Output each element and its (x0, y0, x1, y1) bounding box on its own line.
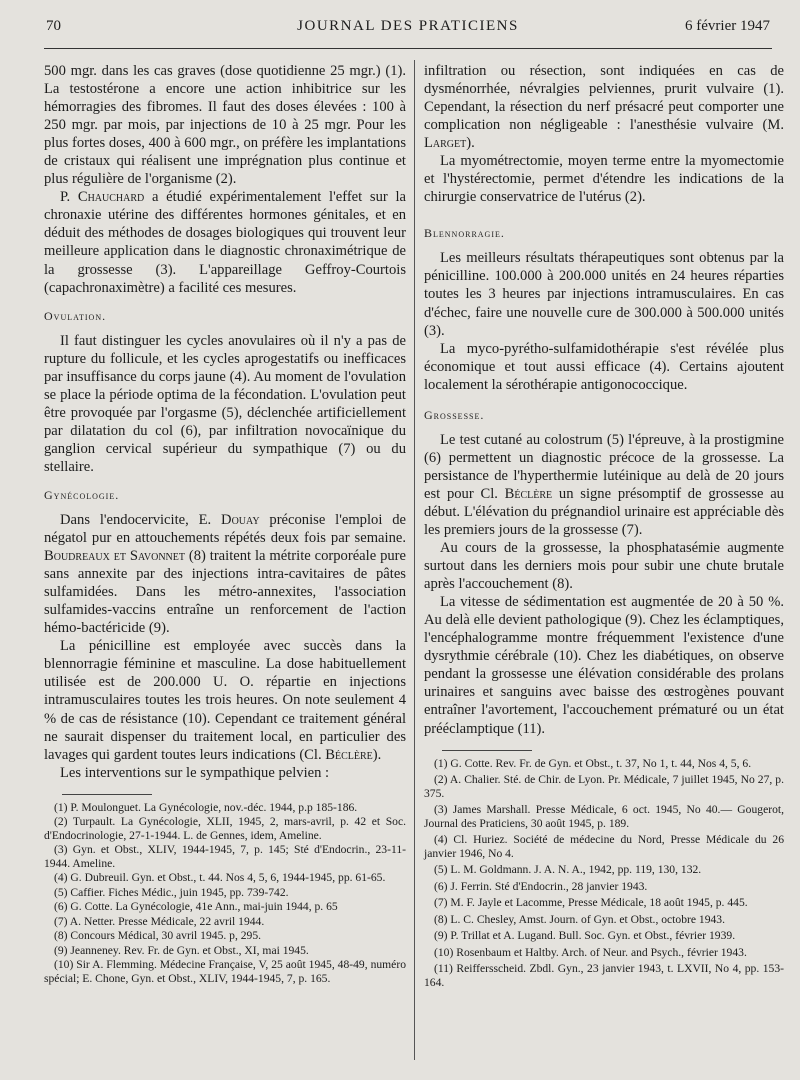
author-name: Boudreaux et Savonnet (44, 548, 185, 565)
page-header (46, 18, 770, 44)
paragraph (44, 511, 406, 637)
footnote-rule (442, 750, 532, 751)
footnote: (7) A. Netter. Presse Médicale, 22 avril 1944. (54, 914, 265, 928)
journal-title: JOURNAL DES PRATICIENS (297, 18, 519, 34)
paragraph: Les meilleurs résultats thérapeutiques sont obtenus par la pénicilline. 100.000 à 200.000 unités en 24 heures réparties toutes les 3 heures par injections intramusculaires. En cas d'échec, faire une nouvelle cure de 300.000 à 500.000 unités (3). (424, 250, 784, 339)
footnote: (8) L. C. Chesley, Amst. Journ. of Gyn. et Obst., octobre 1943. (434, 912, 725, 926)
paragraph: La myco-pyrétho-sulfamidothérapie s'est révélée plus économique et tout aussi efficace (4). Certains ajoutent localement la sérothérapie antigonococcique. (424, 340, 784, 393)
author-name: Douay (221, 511, 260, 528)
footnote: (2) Turpault. La Gynécologie, XLII, 1945, 2, mars-avril, p. 42 et Soc. d'Endocrinologie, 27-1-1944. L. de Gennes, idem, Ameline. (44, 815, 406, 842)
author-name: Béclère (504, 485, 553, 502)
left-column (44, 62, 406, 985)
footnote: (6) J. Ferrin. Sté d'Endocrin., 28 janvier 1943. (434, 879, 648, 893)
footnote: (4) G. Dubreuil. Gyn. et Obst., t. 44. Nos 4, 5, 6, 1944-1945, pp. 61-65. (54, 871, 386, 885)
paragraph (44, 637, 406, 763)
paragraph-text: La pénicilline est employée avec succès dans la blennorragie féminine et masculine. La dose habituellement utilisée est de 200.000 U. O. répartie en injections intramusculaires toutes les trois heures. On note seulement 4 % de cas de résistance (10). Cependant ce traitement général ne saurait dispenser du traitement local, en particulier des lavages qui gardent toutes leurs indications (Cl. (44, 638, 406, 763)
paragraph-text: Le test cutané au colostrum (5) l'épreuve, à la prostigmine (6) permettent un diagnostic précoce de la grossesse. La persistance de l'hyperthermie lutéinique au delà de 20 jours est pour Cl. (424, 431, 784, 502)
paragraph: 500 mgr. dans les cas graves (dose quotidienne 25 mgr.) (1). La testostérone a encore une action inhibitrice sur les hémorragies des fibromes. Il faut des doses élevées : 100 à 250 mgr. par mois, par injections de 10 à 25 mgr. Pour les plus fortes doses, 400 à 600 mgr., on préfère les implantations de cristaux qui réalisent une imprégnation plus continue et plus régulière de l'organisme (2). (44, 63, 406, 188)
footnote: (9) P. Trillat et A. Lugand. Bull. Soc. Gyn. et Obst., février 1939. (434, 929, 736, 943)
footnote: (8) Concours Médical, 30 avril 1945. p, 295. (54, 929, 262, 943)
column-divider (414, 60, 415, 1060)
right-column (424, 62, 784, 989)
paragraph-text: un signe présomptif de grossesse au début. L'élévation du prégnandiol urinaire est appréciable dès les premiers jours de la grossesse (7). (424, 485, 784, 538)
paragraph-text: (8) traitent la métrite corporéale pure sans annexite par des injections intra-cavitaires de pâtes sulfamidées. Dans les métro-annexites, l'association sulfamides-vaccins entraîne un renforcement de l'action hémo-bactéricide (9). (44, 548, 406, 637)
footnote: (7) M. F. Jayle et Lacomme, Presse Médicale, 18 août 1945, p. 445. (434, 896, 748, 910)
footnote: (2) A. Chalier. Sté. de Chir. de Lyon. Pr. Médicale, 7 juillet 1945, No 27, p. 375. (424, 773, 784, 800)
paragraph-text: Dans l'endocervicite, E. (60, 511, 222, 528)
footnote: (6) G. Cotte. La Gynécologie, 41e Ann., mai-juin 1944, p. 65 (54, 900, 338, 914)
footnote: (10) Rosenbaum et Haltby. Arch. of Neur. and Psych., février 1943. (434, 945, 747, 959)
author-name: P. Chauchard (60, 189, 145, 206)
paragraph: Les interventions sur le sympathique pelvien : (60, 764, 330, 781)
section-title-gynecologie: Gynécologie. (44, 487, 120, 502)
paragraph: La vitesse de sédimentation est augmentée de 20 à 50 %. Au delà elle devient pathologique (9). Chez les éclamptiques, l'encéphalogramme montre fréquemment l'existence d'une dysrythmie cérébrale (10). Chez les diabétiques, on observe pendant la grossesse une élévation considérable des prolans urinaires et sanguins avec baisse des œstrogènes pouvant entraîner l'avortement, l'accouchement prématuré ou un état prééclamptique (11). (424, 594, 784, 737)
footnote: (4) Cl. Huriez. Société de médecine du Nord, Presse Médicale du 26 janvier 1946, No 4. (424, 833, 784, 860)
author-name: Béclère (325, 746, 373, 763)
paragraph (424, 431, 784, 539)
footnote: (11) Reiffersscheid. Zbdl. Gyn., 23 janvier 1943, t. LXVII, No 4, pp. 153-164. (424, 962, 784, 989)
author-name: Larget (424, 135, 467, 152)
footnote: (3) Gyn. et Obst., XLIV, 1944-1945, 7, p. 145; Sté d'Endocrin., 23-11-1944. Ameline. (44, 843, 406, 870)
footnote: (10) Sir A. Flemming. Médecine Française, V, 25 août 1945, 48-49, numéro spécial; E. Chone, Gyn. et Obst., XLIV, 1944-1945, 7, p. 165. (44, 958, 406, 985)
paragraph-text: ). (372, 746, 382, 763)
paragraph-text: ). (466, 135, 475, 152)
footnote: (5) L. M. Goldmann. J. A. N. A., 1942, pp. 119, 130, 132. (434, 863, 702, 877)
paragraph: Au cours de la grossesse, la phosphatasémie augmente surtout dans les derniers mois pour subir une chute brutale après l'accouchement (8). (424, 540, 784, 593)
footnotes-left (44, 801, 406, 986)
footnote: (3) James Marshall. Presse Médicale, 6 oct. 1945, No 40.— Gougerot, Journal des Praticiens, 30 août 1945, p. 189. (424, 803, 784, 830)
paragraph-text: infiltration ou résection, sont indiquées en cas de dysménorrhée, névralgies pelviennes, prurit vulvaire (1). Cependant, la résection du nerf présacré peut comporter une complication non négligeable : l'anesthésie vulvaire (M. (424, 63, 784, 134)
paragraph: La myométrectomie, moyen terme entre la myomectomie et l'hystérectomie, permet d'étendre les indications de la chirurgie conservatrice de l'utérus (2). (424, 153, 784, 206)
section-title-blennorragie: Blennorragie. (424, 226, 505, 241)
paragraph (44, 188, 406, 296)
footnote: (1) P. Moulonguet. La Gynécologie, nov.-déc. 1944, p.p 185-186. (54, 800, 358, 814)
footnotes-right (424, 757, 784, 990)
footnote: (5) Caffier. Fiches Médic., juin 1945, pp. 739-742. (54, 885, 289, 899)
issue-date: 6 février 1947 (685, 18, 770, 34)
section-title-ovulation: Ovulation. (44, 308, 107, 323)
header-rule (44, 48, 772, 49)
footnote-rule (62, 794, 152, 795)
section-title-grossesse: Grossesse. (424, 407, 485, 422)
paragraph: Il faut distinguer les cycles anovulaires où il n'y a pas de rupture du follicule, et les cycles aprogestatifs ou inefficaces par insuffisance du corps jaune (4). Au moment de l'ovulation se place la période optima de la fécondation. L'ovulation peut être provoquée par l'orgasme (5), déclenchée artificiellement par dilatation du col (6), par infiltration novocaïnique du ganglion cervical supérieur du sympathique (7) ou du stellaire. (44, 332, 406, 475)
paragraph (424, 62, 784, 152)
footnote: (1) G. Cotte. Rev. Fr. de Gyn. et Obst., t. 37, No 1, t. 44, Nos 4, 5, 6. (434, 756, 752, 770)
page-number: 70 (46, 18, 61, 34)
footnote: (9) Jeanneney. Rev. Fr. de Gyn. et Obst., XI, mai 1945. (54, 943, 309, 957)
paragraph-text: a étudié expérimentalement l'effet sur la chronaxie utérine des différentes hormones génitales, et en déduit des méthodes de dosages biologiques qui trouvent leur meilleure application dans le diagnostic chronaximétrique de la grossesse (3). L'appareillage Geffroy-Courtois (capachronaximètre) a facilité ces mesures. (44, 189, 406, 296)
paragraph-text: préconise l'emploi de négatol pur en attouchements répétés deux fois par semaine. (44, 511, 406, 547)
